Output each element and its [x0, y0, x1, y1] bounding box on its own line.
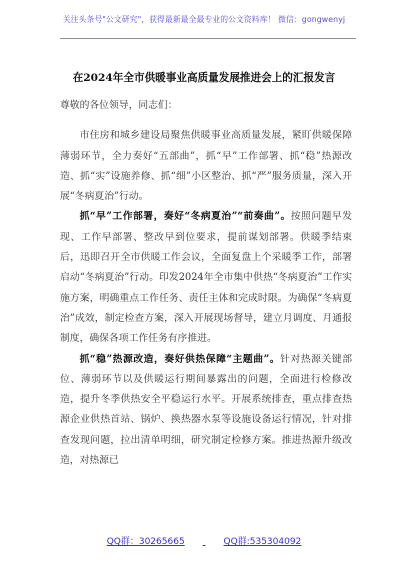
header-promo-note: 关注头条号"公文研究"，获得最新最全最专业的公文资料库！ 微信：gongwenyj — [62, 15, 346, 24]
footer-qq-group-1: QQ群：30265665 — [106, 537, 185, 547]
footer-qq-group-2: QQ群:535304092 — [223, 537, 302, 547]
section-1-body: 按照问题早发现、工作早部署、整改早到位要求，提前谋划部署。供暖季结束后，迅即召开全市供暖工作会议，全面复盘上个采暖季工作，部署启动“冬病夏治”行动。印发2024年全市集中供热“冬病夏治”工作实施方案，明确重点工作任务、责任主体和完成时限。为确保“冬病夏治”成效，制定检查方案，深入开展现场督导，建立月调度、月通报制度，确保各项工作任务有序推进。 — [60, 211, 353, 345]
document-title: 在2024年全市供暖事业高质量发展推进会上的汇报发言 — [72, 72, 336, 84]
section-1-lead: 抓“早”工作部署，奏好“冬病夏治”“前奏曲”。 — [79, 211, 291, 223]
document-body — [60, 96, 352, 471]
header-divider — [60, 38, 356, 39]
section-2-body: 针对热源关键部位、薄弱环节以及供暖运行期间暴露出的问题，全面进行检修改造，提升冬季供热安全平稳运行水平。开展系统排查，重点排查热源企业供热首站、锅炉、换热器水泵等设施设备运行情况，针对排查发现问题，拉出清单明细，研究制定检修方案。推进热源升级改造，对热源已 — [60, 353, 353, 467]
intro-paragraph: 市住房和城乡建设局聚焦供暖事业高质量发展，紧盯供暖保障薄弱环节，全力奏好“五部曲”，抓“早”工作部署、抓“稳”热源改造、抓“实”设施养修、抓“细”小区整治、抓“严”服务质量，深入开展“冬病夏治”行动。 — [60, 130, 352, 203]
section-1-paragraph — [60, 207, 352, 349]
section-2-lead: 抓“稳”热源改造，奏好供热保障“主题曲”。 — [79, 353, 281, 365]
footer-contacts — [0, 534, 408, 547]
section-2-paragraph — [60, 350, 352, 472]
salutation: 尊敬的各位领导，同志们： — [60, 100, 178, 111]
